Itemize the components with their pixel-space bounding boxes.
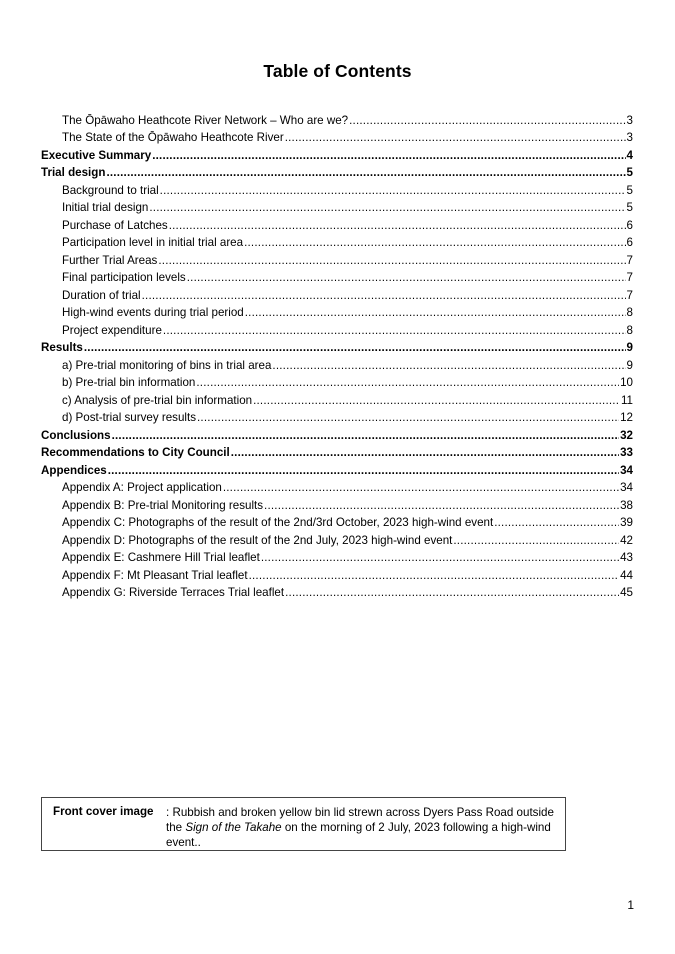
toc-entry-title: Initial trial design [62,201,149,214]
toc-dot-leader [169,219,626,232]
toc-entry-title: Appendix A: Project application [62,481,222,494]
toc-entry[interactable] [41,389,633,407]
toc-entry[interactable] [41,407,633,425]
toc-entry-title: Conclusions [41,428,111,442]
toc-dot-leader [197,411,619,424]
toc-entry[interactable] [41,267,633,285]
toc-entry-page: 38 [620,498,633,512]
toc-entry-page: 4 [626,148,633,162]
toc-entry[interactable] [41,232,633,250]
toc-entry-page: 7 [626,253,633,267]
toc-dot-leader [152,149,625,162]
toc-entry-title: Executive Summary [41,148,152,162]
toc-entry-page: 3 [626,131,633,144]
toc-entry-page: 5 [626,183,633,197]
toc-entry-page: 7 [626,271,633,284]
toc-entry[interactable] [41,302,633,320]
toc-dot-leader [253,394,620,407]
toc-dot-leader [261,551,619,564]
toc-dot-leader [453,534,619,547]
toc-entry[interactable] [41,249,633,267]
page-number: 1 [627,898,634,912]
toc-entry-title: Participation level in initial trial area [62,236,244,249]
toc-entry[interactable] [41,197,633,215]
toc-entry-page: 8 [626,323,633,337]
caption-italic-place: Sign of the Takahe [185,821,282,834]
toc-dot-leader [285,131,626,144]
toc-entry-title: b) Pre-trial bin information [62,376,196,389]
toc-entry-page: 3 [626,113,633,127]
front-cover-label: Front cover image [53,805,154,818]
toc-dot-leader [249,569,620,582]
toc-entry-page: 12 [620,411,633,424]
toc-dot-leader [196,376,619,389]
toc-entry-page: 11 [620,393,633,407]
toc-dot-leader [160,184,626,197]
toc-dot-leader [244,236,625,249]
toc-dot-leader [223,481,619,494]
page-title: Table of Contents [263,61,412,81]
toc-entry[interactable] [41,337,633,355]
front-cover-caption-box [41,797,566,851]
toc-entry[interactable] [41,529,633,547]
toc-entry-title: Recommendations to City Council [41,446,230,459]
toc-dot-leader [149,201,625,214]
toc-entry[interactable] [41,372,633,390]
toc-entry-page: 34 [620,463,633,477]
toc-entry-title: The State of the Ōpāwaho Heathcote River [62,131,284,144]
toc-dot-leader [163,324,626,337]
front-cover-caption [166,805,561,850]
caption-text-before: : Rubbish and broken yellow bin lid strewn across Dyers Pass Road outside the [166,806,554,834]
toc-entry[interactable] [41,127,633,145]
toc-entry-page: 45 [620,586,633,599]
toc-entry-page: 10 [620,376,633,389]
toc-entry-title: Final participation levels [62,271,186,284]
toc-dot-leader [264,499,619,512]
toc-entry-title: Appendix G: Riverside Terraces Trial leaflet [62,586,285,599]
toc-entry-page: 43 [620,551,633,564]
toc-entry[interactable] [41,144,633,162]
toc-dot-leader [158,254,625,267]
toc-entry[interactable] [41,214,633,232]
toc-entry[interactable] [41,109,633,127]
toc-entry-title: Background to trial [62,183,159,197]
toc-entry-page: 5 [626,166,633,179]
toc-entry[interactable] [41,582,633,600]
toc-entry-title: Appendix B: Pre-trial Monitoring results [62,498,264,512]
toc-entry[interactable] [41,162,633,180]
toc-entry-title: Results [41,341,83,354]
toc-dot-leader [142,289,626,302]
toc-entry[interactable] [41,442,633,460]
toc-entry[interactable] [41,354,633,372]
toc-entry-page: 34 [620,481,633,494]
toc-entry-title: a) Pre-trial monitoring of bins in trial area [62,358,272,372]
toc-entry-title: Further Trial Areas [62,253,158,267]
toc-entry-title: Appendix F: Mt Pleasant Trial leaflet [62,568,248,582]
toc-entry-page: 6 [626,236,633,249]
toc-entry-title: Purchase of Latches [62,218,168,232]
toc-dot-leader [108,464,619,477]
toc-entry-page: 6 [626,218,633,232]
toc-entry-page: 5 [626,201,633,214]
toc-dot-leader [285,586,619,599]
toc-entry[interactable] [41,179,633,197]
toc-entry-page: 9 [626,341,633,354]
toc-entry[interactable] [41,564,633,582]
toc-entry-title: Appendix C: Photographs of the result of the 2nd/3rd October, 2023 high-wind event [62,516,494,529]
toc-entry-title: Appendices [41,463,107,477]
toc-entry-page: 8 [626,306,633,319]
toc-dot-leader [84,341,626,354]
toc-dot-leader [187,271,626,284]
toc-dot-leader [494,516,619,529]
toc-entry-title: d) Post-trial survey results [62,411,197,424]
table-of-contents [41,109,633,599]
toc-entry-page: 33 [620,446,633,459]
toc-entry-page: 32 [620,428,633,442]
toc-entry-title: c) Analysis of pre-trial bin information [62,393,253,407]
toc-entry-title: Duration of trial [62,288,141,302]
toc-entry[interactable] [41,424,633,442]
toc-entry[interactable] [41,459,633,477]
toc-dot-leader [349,114,625,127]
toc-dot-leader [231,446,619,459]
toc-entry-page: 42 [620,533,633,547]
toc-entry-page: 7 [626,288,633,302]
toc-entry-title: Trial design [41,166,106,179]
toc-entry-title: The Ōpāwaho Heathcote River Network – Who are we? [62,113,349,127]
toc-entry[interactable] [41,494,633,512]
toc-entry[interactable] [41,477,633,495]
toc-entry[interactable] [41,547,633,565]
toc-entry-title: Project expenditure [62,323,162,337]
toc-entry-title: Appendix D: Photographs of the result of the 2nd July, 2023 high-wind event [62,533,453,547]
toc-dot-leader [112,429,620,442]
toc-entry[interactable] [41,284,633,302]
toc-entry-page: 9 [626,358,633,372]
toc-dot-leader [245,306,626,319]
toc-entry-title: High-wind events during trial period [62,306,244,319]
toc-dot-leader [272,359,625,372]
toc-entry[interactable] [41,512,633,530]
toc-dot-leader [106,166,625,179]
toc-entry[interactable] [41,319,633,337]
toc-entry-page: 39 [620,516,633,529]
toc-entry-title: Appendix E: Cashmere Hill Trial leaflet [62,551,260,564]
toc-entry-page: 44 [620,568,633,582]
caption-text-after: on the morning of 2 July, 2023 following a high-wind event.. [166,821,551,849]
